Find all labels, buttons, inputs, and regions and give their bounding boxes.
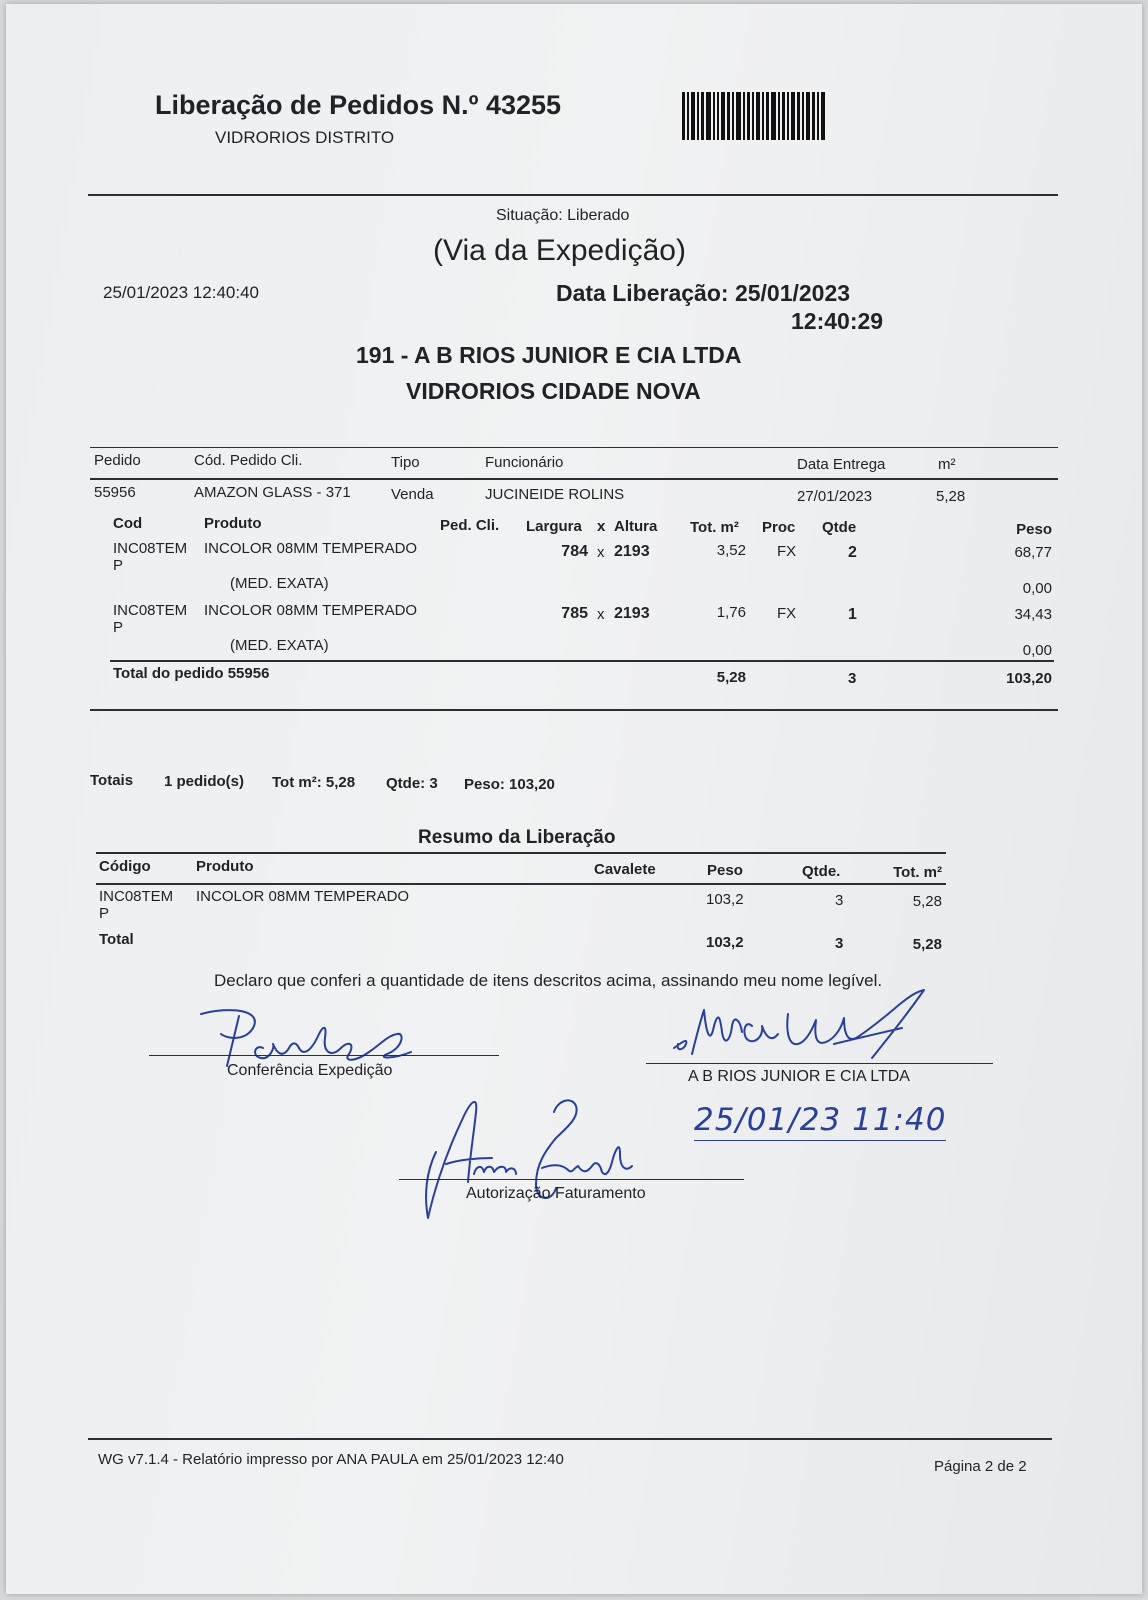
signature-label-cliente: A B RIOS JUNIOR E CIA LTDA — [688, 1068, 910, 1085]
item-largura: 784 — [561, 543, 588, 560]
summary-title: Resumo da Liberação — [418, 827, 616, 848]
signature-label-conferencia: Conferência Expedição — [227, 1062, 393, 1079]
item-tot-m2: 3,52 — [716, 542, 746, 559]
printed-datetime: 25/01/2023 12:40:40 — [103, 283, 259, 302]
customer-name: 191 - A B RIOS JUNIOR E CIA LTDA — [356, 342, 742, 368]
order-cod-cli: AMAZON GLASS - 371 — [194, 484, 351, 501]
order-pedido: 55956 — [94, 484, 136, 501]
signature-cliente — [666, 986, 966, 1066]
document-title: Liberação de Pedidos N.º 43255 — [155, 90, 562, 120]
footer-print-info: WG v7.1.4 - Relatório impresso por ANA PAULA em 25/01/2023 12:40 — [98, 1451, 564, 1468]
item-produto: INCOLOR 08MM TEMPERADO — [204, 602, 418, 619]
order-total-m2: 5,28 — [716, 669, 746, 686]
handwritten-date: 25/01/23 11:40 — [694, 1102, 946, 1141]
item-qtde: 2 — [848, 544, 857, 561]
col-header-pedido: Pedido — [94, 452, 141, 469]
col-header-ped-cli: Ped. Cli. — [440, 517, 500, 534]
col-header-altura: Altura — [614, 518, 658, 535]
item-qtde: 1 — [848, 606, 857, 623]
table-top-rule — [90, 447, 1058, 448]
col-header-funcionario: Funcionário — [485, 454, 564, 471]
col-header-proc: Proc — [762, 519, 796, 536]
summary-total-peso: 103,2 — [706, 934, 744, 951]
release-date: Data Liberação: 25/01/2023 — [556, 280, 851, 306]
totals-label: Totais — [90, 772, 134, 789]
page-number: Página 2 de 2 — [934, 1458, 1027, 1475]
summary-cod: INC08TEM — [99, 888, 174, 905]
total-rule — [110, 660, 1054, 662]
item-x: x — [597, 544, 605, 561]
customer-store: VIDRORIOS CIDADE NOVA — [406, 378, 701, 404]
document-subtitle: VIDRORIOS DISTRITO — [215, 128, 395, 147]
status-text: Situação: Liberado — [496, 207, 630, 224]
divider — [88, 194, 1058, 196]
col-header-qtde: Qtde — [822, 519, 857, 536]
item-altura: 2193 — [614, 605, 650, 622]
signature-label-autorizacao: Autorização Faturamento — [466, 1185, 646, 1202]
order-total-peso: 103,20 — [1006, 670, 1052, 687]
summary-col-qtde: Qtde. — [802, 863, 841, 880]
declaration-text: Declaro que conferi a quantidade de itens descritos acima, assinando meu nome legível. — [214, 971, 883, 990]
summary-header-rule — [96, 883, 946, 885]
item-note-peso: 0,00 — [1022, 642, 1052, 659]
summary-peso: 103,2 — [706, 891, 744, 908]
item-cod: INC08TEM — [113, 602, 188, 619]
col-header-data-entrega: Data Entrega — [797, 456, 886, 473]
totals-qtde: Qtde: 3 — [386, 775, 438, 792]
col-header-x: x — [597, 518, 606, 535]
order-total-label: Total do pedido 55956 — [113, 665, 270, 682]
order-tipo: Venda — [391, 486, 434, 503]
totals-m2: Tot m²: 5,28 — [272, 774, 356, 791]
col-header-cod-cli: Cód. Pedido Cli. — [194, 452, 303, 469]
item-cod-cont: P — [113, 619, 124, 636]
summary-col-codigo: Código — [99, 858, 151, 875]
item-produto: INCOLOR 08MM TEMPERADO — [204, 540, 418, 557]
col-header-tipo: Tipo — [391, 454, 420, 471]
order-m2: 5,28 — [936, 488, 966, 505]
col-header-largura: Largura — [526, 518, 582, 535]
summary-total-label: Total — [99, 931, 134, 948]
order-funcionario: JUCINEIDE ROLINS — [485, 486, 625, 503]
totals-pedidos: 1 pedido(s) — [164, 773, 245, 790]
item-proc: FX — [777, 605, 797, 622]
order-total-qtde: 3 — [848, 670, 857, 687]
summary-col-tot-m2: Tot. m² — [893, 864, 942, 881]
footer-rule — [88, 1438, 1052, 1440]
signature-line — [646, 1063, 993, 1064]
item-note: (MED. EXATA) — [230, 575, 329, 592]
col-header-tot-m2: Tot. m² — [690, 519, 739, 536]
divider — [90, 709, 1058, 711]
item-largura: 785 — [561, 605, 588, 622]
summary-col-produto: Produto — [196, 858, 254, 875]
item-cod: INC08TEM — [113, 540, 188, 557]
item-tot-m2: 1,76 — [716, 604, 746, 621]
release-time: 12:40:29 — [791, 308, 884, 334]
item-cod-cont: P — [113, 557, 124, 574]
item-note-peso: 0,00 — [1022, 580, 1052, 597]
summary-total-tot-m2: 5,28 — [912, 936, 942, 953]
summary-tot-m2: 5,28 — [912, 893, 942, 910]
item-proc: FX — [777, 543, 797, 560]
item-peso: 68,77 — [1014, 544, 1052, 561]
totals-peso: Peso: 103,20 — [464, 776, 555, 793]
item-altura: 2193 — [614, 543, 650, 560]
copy-type: (Via da Expedição) — [433, 234, 686, 267]
signature-line — [399, 1179, 744, 1180]
order-data-entrega: 27/01/2023 — [797, 488, 873, 505]
document-page — [6, 4, 1142, 1594]
barcode — [682, 92, 854, 140]
item-note: (MED. EXATA) — [230, 637, 329, 654]
summary-top-rule — [96, 852, 946, 854]
summary-col-cavalete: Cavalete — [594, 861, 656, 878]
summary-total-qtde: 3 — [835, 935, 844, 952]
col-header-cod: Cod — [113, 515, 143, 532]
signature-line — [149, 1055, 499, 1056]
col-header-m2: m² — [938, 456, 956, 473]
summary-col-peso: Peso — [707, 862, 743, 879]
summary-produto: INCOLOR 08MM TEMPERADO — [196, 888, 410, 905]
summary-cod-cont: P — [99, 905, 110, 922]
col-header-produto: Produto — [204, 515, 262, 532]
col-header-peso: Peso — [1016, 521, 1052, 538]
summary-qtde: 3 — [835, 892, 844, 909]
item-peso: 34,43 — [1014, 606, 1052, 623]
item-x: x — [597, 606, 605, 623]
table-header-rule — [90, 478, 1058, 480]
